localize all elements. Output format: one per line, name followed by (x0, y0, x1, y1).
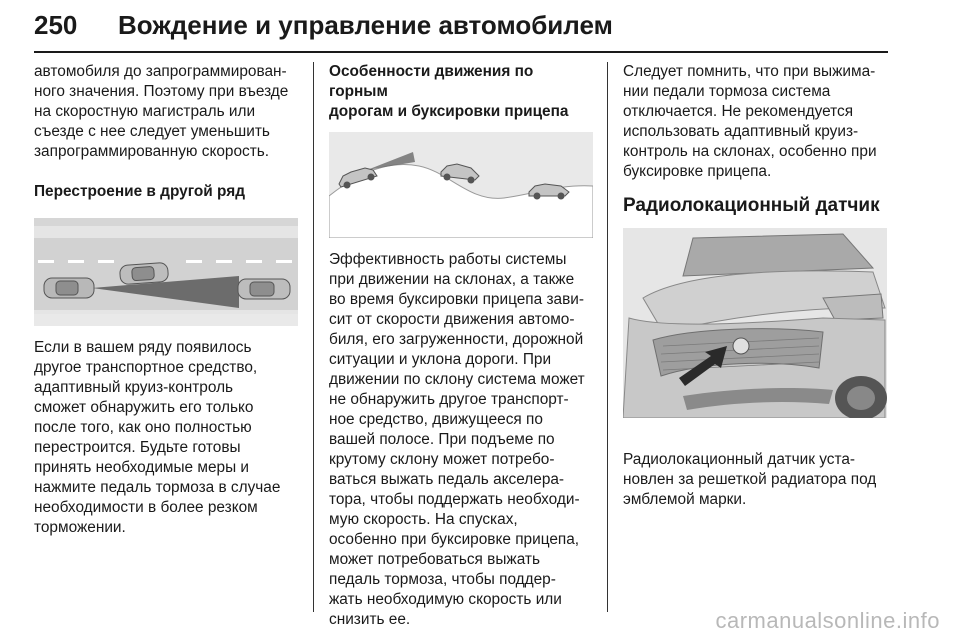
lane-change-drawing (34, 218, 298, 326)
column-divider (607, 62, 608, 612)
column-2 (329, 62, 595, 630)
page-title: Вождение и управление автомобилем (118, 10, 613, 40)
paragraph: Радиолокационный датчик уста- новлен за решеткой радиатора под эмблемой марки. (623, 451, 877, 508)
column-3 (623, 62, 889, 510)
paragraph: Эффективность работы системы при движении на склонах, а также во время буксировки прицепа зави- сит от скорости движения автомо- биля, его загруженности, дорожной ситуации и уклона дороги. При движении по склону система может не обнаружить другое транспорт- ное средство, движущееся по вашей полосе. При подъеме по крутому склону может потребо- ваться выжать педаль акселера- тора, чтобы поддержать необходи- мую скорость. На спусках, особенно при буксировке прицепа, может потребоваться выжать педаль тормоза, чтобы поддер- жать необходимую скорость или снизить ее. (329, 251, 585, 628)
mountain-road-drawing (329, 132, 593, 238)
page-number: 250 (34, 10, 78, 40)
host-car (44, 278, 94, 298)
section-heading: Перестроение в другой ряд (34, 183, 245, 200)
column-divider (313, 62, 314, 612)
mountain-road-illustration (329, 132, 593, 238)
radar-sensor-illustration (623, 228, 887, 418)
paragraph: автомобиля до запрограммирован- ного значения. Поэтому при въезде на скоростную магистраль или съезде с нее следует уменьшить запрограммированную скорость. (34, 63, 289, 160)
watermark: carmanualsonline.info (715, 608, 940, 633)
paragraph: Если в вашем ряду появилось другое транспортное средство, адаптивный круиз-контроль сможет обнаружить его только после того, как оно полностью перестроится. Будьте готовы принять необходимые меры и нажмите педаль тормоза в случае необходимости в более резком торможении. (34, 339, 281, 536)
section-heading: Особенности движения по горным дорогам и буксировки прицепа (329, 63, 569, 120)
column-1 (34, 62, 298, 538)
page-header (34, 0, 888, 50)
paragraph: Следует помнить, что при выжима- нии педали тормоза система отключается. Не рекомендуется использовать адаптивный круиз- контроль на склонах, особенно при буксировке прицепа. (623, 63, 877, 180)
lane-change-illustration (34, 218, 298, 326)
header-rule (34, 51, 888, 53)
section-heading: Радиолокационный датчик (623, 195, 880, 216)
car-front-drawing (623, 228, 887, 418)
